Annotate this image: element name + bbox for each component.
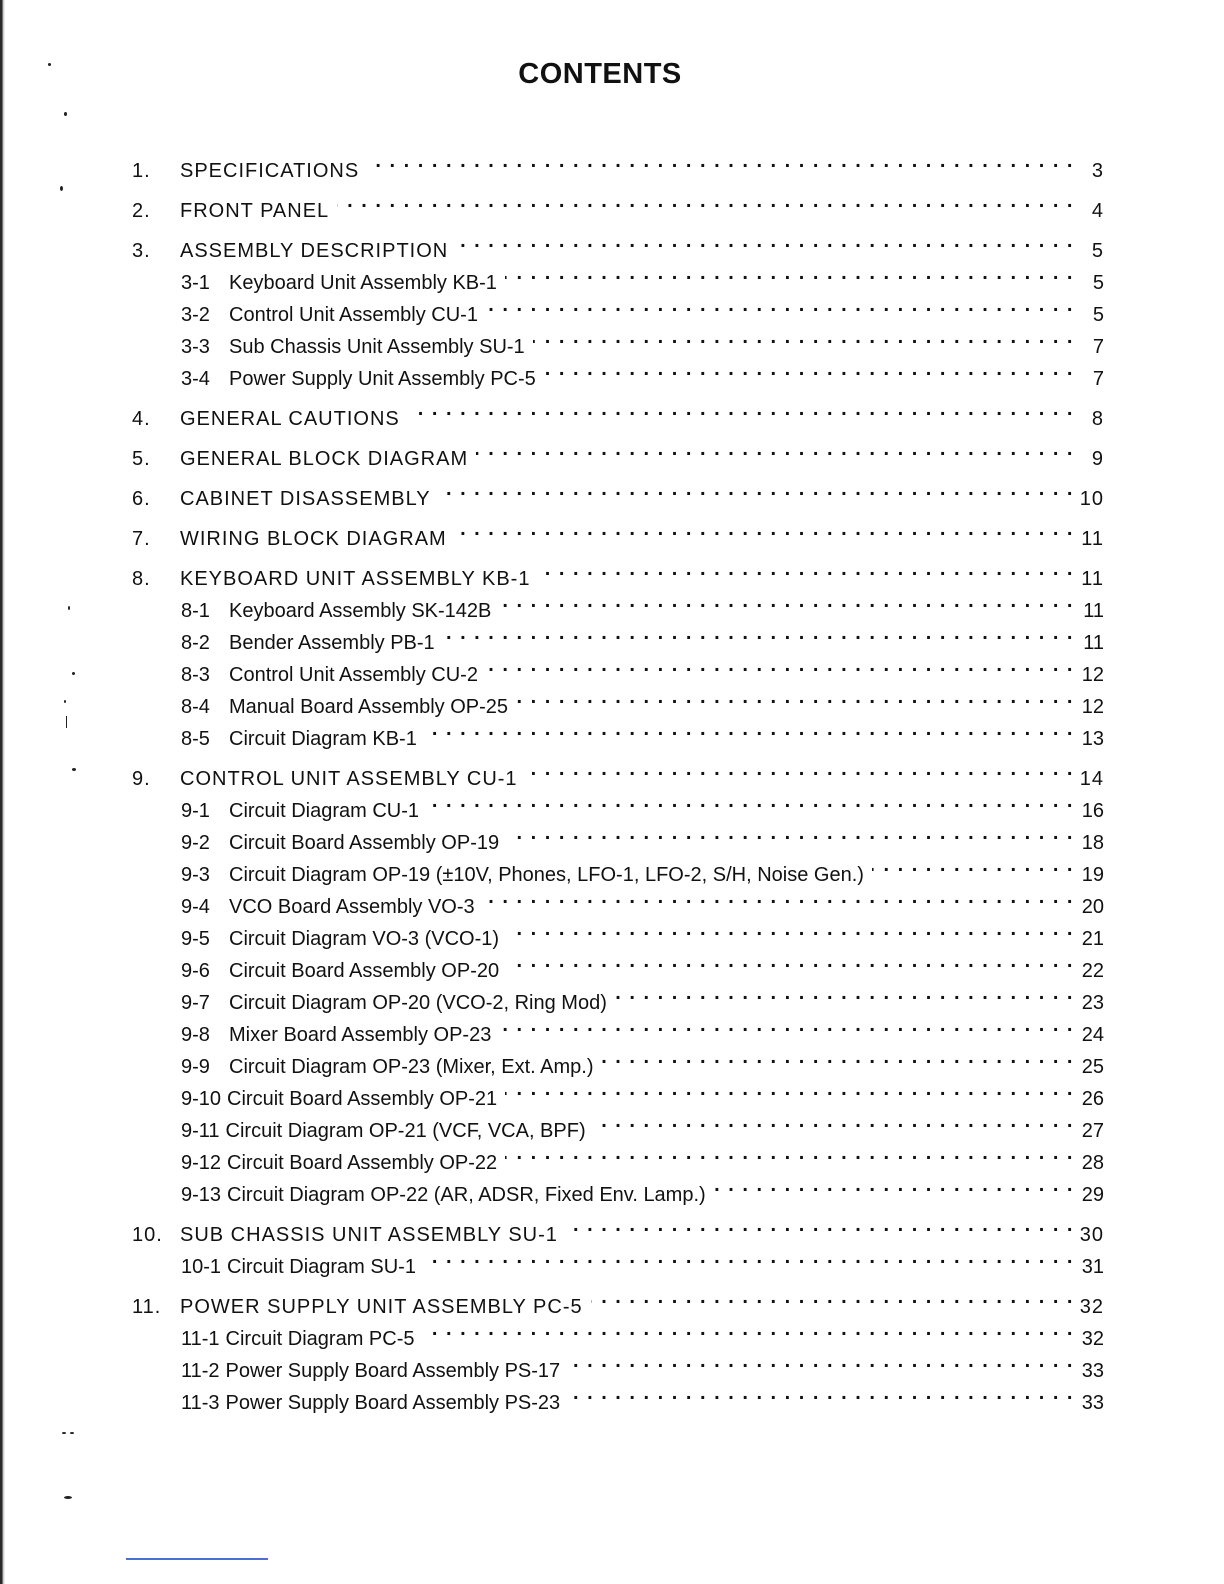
- toc-section: [132, 513, 1104, 550]
- dot-leader: [505, 1137, 1074, 1169]
- toc-entry-title: GENERAL CAUTIONS: [180, 408, 400, 430]
- dot-leader: [505, 1073, 1074, 1105]
- dot-leader: [422, 1313, 1074, 1345]
- toc-entry-title: Circuit Diagram OP-20 (VCO-2, Ring Mod): [229, 992, 607, 1014]
- toc-entry-page: 11: [1083, 600, 1104, 622]
- toc-section: [132, 433, 1104, 470]
- toc-entry-number: 6.: [132, 488, 151, 510]
- toc-entry-page: 21: [1081, 928, 1104, 950]
- toc-entry-number: 8-3: [181, 664, 210, 686]
- dot-leader: [568, 1377, 1074, 1409]
- toc-entry-page: 10: [1079, 488, 1104, 510]
- scan-speck: [62, 1432, 66, 1434]
- toc-entry-number: 9-13: [181, 1184, 222, 1206]
- toc-entry-title: Circuit Board Assembly OP-20: [229, 960, 500, 982]
- toc-entry-number: 9-7: [181, 992, 210, 1014]
- toc-entry-number: 9-3: [181, 864, 210, 886]
- toc-section: [132, 225, 1104, 262]
- toc-entry-page: 19: [1081, 864, 1104, 886]
- toc-entry-title: SUB CHASSIS UNIT ASSEMBLY SU-1: [180, 1224, 558, 1246]
- toc-entry-number: 9-8: [181, 1024, 210, 1046]
- toc-entry-number: 9-10: [181, 1088, 222, 1110]
- dot-leader: [615, 977, 1074, 1009]
- dot-leader: [408, 393, 1074, 425]
- toc-entry-page: 18: [1081, 832, 1104, 854]
- toc-section: [132, 185, 1104, 222]
- scan-speck: [72, 672, 75, 675]
- toc-entry-number: 4.: [132, 408, 151, 430]
- toc-entry-page: 11: [1081, 568, 1104, 590]
- toc-entry-page: 14: [1079, 768, 1104, 790]
- scan-speck: [72, 768, 76, 771]
- toc-entry-title: Circuit Diagram OP-23 (Mixer, Ext. Amp.): [229, 1056, 594, 1078]
- toc-entry-page: 7: [1092, 368, 1104, 390]
- toc-entry-page: 9: [1091, 448, 1104, 470]
- toc-entry-title: Circuit Diagram SU-1: [227, 1256, 416, 1278]
- toc-entry-number: 9-4: [181, 896, 210, 918]
- dot-leader: [594, 1105, 1074, 1137]
- toc-entry-title: Circuit Diagram CU-1: [229, 800, 420, 822]
- dot-leader: [507, 913, 1074, 945]
- toc-entry-number: 9-6: [181, 960, 210, 982]
- toc-entry-number: 8-2: [181, 632, 210, 654]
- toc-entry-number: 11-2: [181, 1360, 220, 1382]
- scan-speck: [64, 112, 67, 116]
- toc-entry-number: 10-1: [181, 1256, 222, 1278]
- toc-entry-title: FRONT PANEL: [180, 200, 330, 222]
- toc-section: [132, 753, 1104, 790]
- toc-entry-title: Power Supply Board Assembly PS-17: [225, 1360, 561, 1382]
- toc-section: [132, 145, 1104, 182]
- toc-entry-title: Manual Board Assembly OP-25: [229, 696, 509, 718]
- toc-entry-number: 9-11: [181, 1120, 220, 1142]
- dot-leader: [483, 881, 1074, 913]
- toc-entry-page: 13: [1081, 728, 1104, 750]
- toc-section: [132, 553, 1104, 590]
- scan-speck: [64, 1496, 72, 1499]
- toc-entry-title: Circuit Diagram OP-19 (±10V, Phones, LFO-1, LFO-2, S/H, Noise Gen.): [229, 864, 864, 886]
- toc-entry-page: 5: [1091, 240, 1104, 262]
- toc-entry-number: 1.: [132, 160, 151, 182]
- toc-entry-number: 8.: [132, 568, 151, 590]
- toc-entry-page: 4: [1091, 200, 1104, 222]
- toc-entry-title: Circuit Diagram OP-21 (VCF, VCA, BPF): [225, 1120, 586, 1142]
- toc-section: [132, 473, 1104, 510]
- toc-entry-number: 8-4: [181, 696, 210, 718]
- toc-entry-number: 3.: [132, 240, 151, 262]
- dot-leader: [499, 585, 1074, 617]
- toc-entry-number: 3-3: [181, 336, 210, 358]
- page-title: CONTENTS: [518, 58, 682, 90]
- table-of-contents: [132, 145, 1104, 1414]
- dot-leader: [591, 1281, 1074, 1313]
- dot-leader: [337, 185, 1074, 217]
- scan-speck: [68, 606, 70, 610]
- toc-entry-title: CONTROL UNIT ASSEMBLY CU-1: [180, 768, 518, 790]
- toc-entry-page: 23: [1081, 992, 1104, 1014]
- toc-entry-page: 33: [1081, 1392, 1104, 1414]
- toc-entry-number: 3-4: [181, 368, 210, 390]
- toc-entry-title: Power Supply Board Assembly PS-23: [225, 1392, 561, 1414]
- toc-entry-number: 9-2: [181, 832, 210, 854]
- toc-entry-page: 16: [1081, 800, 1104, 822]
- dot-leader: [602, 1041, 1074, 1073]
- toc-entry-page: 8: [1091, 408, 1104, 430]
- toc-entry-number: 8-1: [181, 600, 210, 622]
- scan-left-edge: [0, 0, 5, 1584]
- toc-section: [132, 1281, 1104, 1318]
- toc-entry-page: 12: [1081, 696, 1104, 718]
- scan-speck: [70, 1432, 74, 1434]
- toc-entry-number: 10.: [132, 1224, 163, 1246]
- toc-entry-page: 20: [1081, 896, 1104, 918]
- toc-entry-page: 5: [1092, 272, 1104, 294]
- toc-entry-number: 3-2: [181, 304, 210, 326]
- footer-rule: [126, 1558, 268, 1560]
- toc-entry-title: Circuit Board Assembly OP-21: [227, 1088, 498, 1110]
- toc-entry-title: Circuit Diagram KB-1: [229, 728, 417, 750]
- scan-speck: [60, 186, 63, 191]
- toc-entry-title: Mixer Board Assembly OP-23: [229, 1024, 492, 1046]
- dot-leader: [714, 1169, 1074, 1201]
- dot-leader: [499, 1009, 1074, 1041]
- dot-leader: [443, 617, 1074, 649]
- toc-entry-title: Circuit Diagram OP-22 (AR, ADSR, Fixed Env. Lamp.): [227, 1184, 706, 1206]
- dot-leader: [427, 785, 1074, 817]
- scan-speck: [66, 716, 67, 728]
- toc-entry-page: 24: [1081, 1024, 1104, 1046]
- toc-entry-title: Sub Chassis Unit Assembly SU-1: [229, 336, 525, 358]
- toc-entry-title: CABINET DISASSEMBLY: [180, 488, 431, 510]
- toc-entry-page: 32: [1079, 1296, 1104, 1318]
- dot-leader: [507, 945, 1074, 977]
- dot-leader: [367, 145, 1074, 177]
- toc-entry-title: Keyboard Assembly SK-142B: [229, 600, 492, 622]
- dot-leader: [476, 433, 1074, 465]
- dot-leader: [425, 713, 1074, 745]
- dot-leader: [439, 473, 1074, 505]
- toc-entry-title: Control Unit Assembly CU-2: [229, 664, 478, 686]
- dot-leader: [507, 817, 1074, 849]
- toc-entry-number: 9-5: [181, 928, 210, 950]
- dot-leader: [424, 1241, 1074, 1273]
- dot-leader: [568, 1345, 1074, 1377]
- toc-entry-page: 11: [1083, 632, 1104, 654]
- toc-entry-page: 31: [1081, 1256, 1104, 1278]
- toc-entry-number: 9-12: [181, 1152, 222, 1174]
- toc-entry-page: 25: [1081, 1056, 1104, 1078]
- toc-entry-title: Bender Assembly PB-1: [229, 632, 435, 654]
- toc-entry-number: 5.: [132, 448, 151, 470]
- dot-leader: [544, 353, 1074, 385]
- dot-leader: [505, 257, 1074, 289]
- toc-entry-page: 3: [1091, 160, 1104, 182]
- toc-entry-page: 30: [1079, 1224, 1104, 1246]
- toc-entry-page: 29: [1081, 1184, 1104, 1206]
- toc-entry-number: 11-3: [181, 1392, 220, 1414]
- toc-entry-title: Circuit Board Assembly OP-22: [227, 1152, 498, 1174]
- scan-speck: [64, 700, 66, 703]
- toc-entry-title: KEYBOARD UNIT ASSEMBLY KB-1: [180, 568, 531, 590]
- toc-entry-title: Control Unit Assembly CU-1: [229, 304, 478, 326]
- toc-entry-number: 11.: [132, 1296, 162, 1318]
- toc-entry-number: 2.: [132, 200, 151, 222]
- dot-leader: [516, 681, 1074, 713]
- dot-leader: [486, 649, 1074, 681]
- toc-entry-number: 9.: [132, 768, 151, 790]
- dot-leader: [566, 1209, 1074, 1241]
- toc-entry-title: Circuit Diagram PC-5: [225, 1328, 415, 1350]
- toc-entry-title: POWER SUPPLY UNIT ASSEMBLY PC-5: [180, 1296, 583, 1318]
- toc-entry-page: 26: [1081, 1088, 1104, 1110]
- toc-entry-title: GENERAL BLOCK DIAGRAM: [180, 448, 469, 470]
- toc-entry-number: 11-1: [181, 1328, 220, 1350]
- toc-entry-page: 7: [1092, 336, 1104, 358]
- toc-entry-number: 7.: [132, 528, 151, 550]
- dot-leader: [456, 225, 1074, 257]
- toc-entry-page: 12: [1081, 664, 1104, 686]
- toc-entry-title: SPECIFICATIONS: [180, 160, 360, 182]
- toc-entry-title: Keyboard Unit Assembly KB-1: [229, 272, 497, 294]
- toc-entry-page: 27: [1081, 1120, 1104, 1142]
- toc-entry-page: 22: [1081, 960, 1104, 982]
- toc-entry-title: ASSEMBLY DESCRIPTION: [180, 240, 449, 262]
- toc-section: [132, 1209, 1104, 1246]
- toc-entry-number: 9-1: [181, 800, 210, 822]
- toc-entry-page: 11: [1081, 528, 1104, 550]
- toc-entry-title: Power Supply Unit Assembly PC-5: [229, 368, 536, 390]
- dot-leader: [538, 553, 1074, 585]
- dot-leader: [872, 849, 1074, 881]
- dot-leader: [533, 321, 1074, 353]
- toc-entry-number: 8-5: [181, 728, 210, 750]
- toc-entry-number: 9-9: [181, 1056, 210, 1078]
- toc-entry-title: WIRING BLOCK DIAGRAM: [180, 528, 447, 550]
- dot-leader: [455, 513, 1074, 545]
- dot-leader: [526, 753, 1074, 785]
- toc-entry-title: VCO Board Assembly VO-3: [229, 896, 475, 918]
- toc-entry-page: 32: [1081, 1328, 1104, 1350]
- toc-entry-page: 33: [1081, 1360, 1104, 1382]
- dot-leader: [486, 289, 1074, 321]
- toc-entry-number: 3-1: [181, 272, 210, 294]
- toc-entry-title: Circuit Diagram VO-3 (VCO-1): [229, 928, 500, 950]
- toc-section: [132, 393, 1104, 430]
- toc-entry-title: Circuit Board Assembly OP-19: [229, 832, 500, 854]
- toc-entry-page: 28: [1081, 1152, 1104, 1174]
- toc-entry-page: 5: [1092, 304, 1104, 326]
